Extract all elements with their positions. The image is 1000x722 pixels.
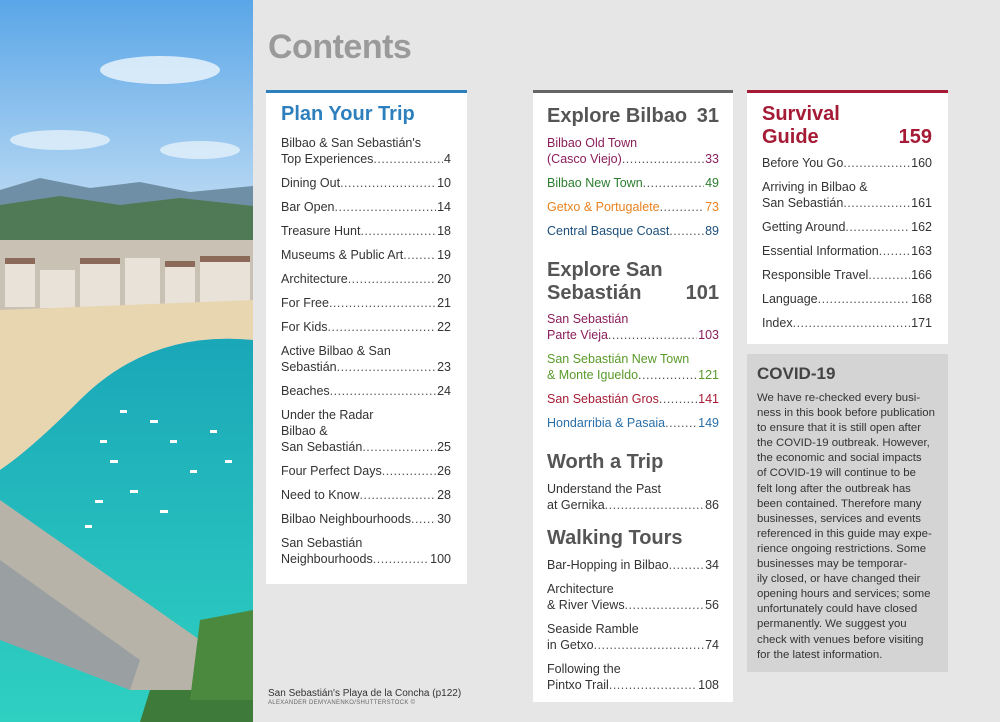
toc-leader-dots — [845, 219, 910, 235]
covid-text-line: opening hours and services; some — [757, 588, 931, 601]
toc-entry-label: Central Basque Coast — [547, 224, 670, 238]
toc-entry-label: Parte Vieja — [547, 328, 608, 342]
toc-entry[interactable] — [281, 223, 451, 239]
toc-entry-line: Understand the Past — [547, 482, 661, 496]
toc-entry[interactable] — [762, 243, 932, 259]
toc-entry[interactable] — [547, 621, 719, 653]
toc-entry-label: Hondarribia & Pasaia — [547, 416, 666, 430]
toc-page-number: 26 — [437, 464, 451, 478]
covid-text-line: check with venues before visiting — [757, 633, 924, 646]
toc-entry-line: Active Bilbao & San — [281, 344, 391, 358]
explore-card — [533, 90, 733, 702]
toc-page-number: 121 — [698, 368, 719, 382]
toc-entry-label: Architecture — [281, 272, 348, 286]
explore-ss-title-line2: Sebastián — [547, 282, 642, 304]
toc-page-number: 162 — [911, 220, 932, 234]
walking-tours-heading: Walking Tours — [547, 527, 683, 549]
toc-entry[interactable] — [547, 391, 719, 407]
toc-entry-label: Language — [762, 292, 818, 306]
toc-page-number: 25 — [437, 440, 451, 454]
toc-entry-label: For Kids — [281, 320, 328, 334]
toc-entry[interactable] — [547, 311, 719, 343]
toc-entry-label: Bar Open — [281, 200, 335, 214]
toc-leader-dots — [335, 199, 437, 215]
toc-leader-dots — [659, 391, 697, 407]
toc-entry[interactable] — [762, 315, 932, 331]
toc-entry[interactable] — [281, 343, 451, 375]
covid-text-line: rience ongoing restrictions. Some — [757, 542, 927, 555]
toc-entry[interactable] — [281, 487, 451, 503]
survival-entry-list — [762, 155, 932, 339]
survival-title-line2: Guide — [762, 126, 819, 148]
toc-entry[interactable] — [281, 199, 451, 215]
survival-guide-card — [747, 90, 948, 344]
toc-leader-dots — [625, 597, 705, 613]
toc-leader-dots — [360, 487, 437, 503]
toc-entry-label: in Getxo — [547, 638, 594, 652]
toc-page-number: 24 — [437, 384, 451, 398]
toc-entry-label: San Sebastián Gros — [547, 392, 659, 406]
toc-entry[interactable] — [547, 415, 719, 431]
explore-ss-page: 101 — [685, 282, 719, 304]
covid-text-line: felt long after the outbreak has — [757, 482, 911, 495]
covid-text-line: of COVID-19 will continue to be — [757, 467, 916, 480]
covid-text-line: the economic and social impacts — [757, 452, 922, 465]
toc-page-number: 89 — [705, 224, 719, 238]
toc-page-number: 49 — [705, 176, 719, 190]
toc-entry-label: Pintxo Trail — [547, 678, 609, 692]
toc-leader-dots — [665, 415, 697, 431]
toc-page-number: 166 — [911, 268, 932, 282]
toc-page-number: 56 — [705, 598, 719, 612]
toc-entry[interactable] — [547, 581, 719, 613]
toc-entry-line: San Sebastián New Town — [547, 352, 690, 366]
toc-entry-label: Neighbourhoods — [281, 552, 373, 566]
toc-page-number: 163 — [911, 244, 932, 258]
toc-entry-label: Beaches — [281, 384, 330, 398]
toc-entry-label: Bilbao New Town — [547, 176, 643, 190]
toc-entry[interactable] — [762, 179, 932, 211]
toc-page-number: 22 — [437, 320, 451, 334]
covid-box — [747, 354, 948, 672]
photo-caption: San Sebastián's Playa de la Concha (p122) — [268, 688, 462, 699]
toc-leader-dots — [337, 359, 436, 375]
toc-leader-dots — [605, 497, 704, 513]
toc-entry-label: Sebastián — [281, 360, 337, 374]
toc-page-number: 171 — [911, 316, 932, 330]
toc-entry[interactable] — [281, 463, 451, 479]
toc-entry-line: Bilbao Old Town — [547, 136, 638, 150]
toc-leader-dots — [360, 223, 436, 239]
toc-page-number: 86 — [705, 498, 719, 512]
toc-leader-dots — [608, 327, 697, 343]
toc-entry-label: Before You Go — [762, 156, 844, 170]
toc-entry[interactable] — [762, 155, 932, 171]
plan-entry-list — [281, 135, 451, 575]
covid-heading: COVID-19 — [757, 364, 836, 383]
toc-leader-dots — [609, 677, 697, 693]
toc-entry[interactable] — [281, 383, 451, 399]
toc-entry-label: Getting Around — [762, 220, 846, 234]
toc-entry[interactable] — [281, 295, 451, 311]
covid-text-line: permanently. We suggest you — [757, 618, 907, 631]
explore-bilbao-list — [547, 135, 719, 247]
toc-entry-label: Getxo & Portugalete — [547, 200, 660, 214]
toc-entry[interactable] — [547, 351, 719, 383]
toc-entry-label: Essential Information — [762, 244, 879, 258]
toc-leader-dots — [594, 637, 705, 653]
toc-entry[interactable] — [762, 267, 932, 283]
covid-text-line: unfortunately could have closed — [757, 603, 918, 616]
toc-page-number: 160 — [911, 156, 932, 170]
toc-page-number: 20 — [437, 272, 451, 286]
toc-page-number: 23 — [437, 360, 451, 374]
toc-entry[interactable] — [762, 219, 932, 235]
explore-ss-list — [547, 311, 719, 439]
explore-bilbao-page: 31 — [696, 105, 719, 127]
toc-page-number: 33 — [705, 152, 719, 166]
toc-entry[interactable] — [281, 511, 451, 527]
toc-entry[interactable] — [547, 135, 719, 167]
toc-leader-dots — [669, 223, 704, 239]
toc-page-number: 14 — [437, 200, 451, 214]
toc-leader-dots — [382, 463, 436, 479]
toc-leader-dots — [330, 383, 436, 399]
toc-entry-label: & River Views — [547, 598, 625, 612]
covid-text-line: businesses, services and events — [757, 512, 921, 525]
toc-entry-line: San Sebastián — [281, 536, 363, 550]
toc-leader-dots — [622, 151, 704, 167]
toc-entry-label: at Gernika — [547, 498, 605, 512]
toc-entry-line: Arriving in Bilbao & — [762, 180, 868, 194]
toc-entry-label: (Casco Viejo) — [547, 152, 622, 166]
toc-entry-label: Four Perfect Days — [281, 464, 382, 478]
toc-entry[interactable] — [547, 175, 719, 191]
toc-entry-label: Treasure Hunt — [281, 224, 361, 238]
toc-page-number: 100 — [430, 552, 451, 566]
toc-entry-line: Seaside Ramble — [547, 622, 639, 636]
beach-photo-illustration — [0, 0, 253, 722]
page-title: Contents — [268, 28, 412, 66]
covid-text-line: to ensure that it is still open after — [757, 422, 921, 435]
explore-ss-title-line1: Explore San — [547, 259, 663, 281]
toc-entry-label: Dining Out — [281, 176, 341, 190]
toc-entry[interactable] — [547, 661, 719, 693]
toc-page-number: 10 — [437, 176, 451, 190]
covid-text-line: ness in this book before publication — [757, 407, 935, 420]
toc-leader-dots — [329, 295, 436, 311]
toc-page-number: 149 — [698, 416, 719, 430]
toc-page-number: 141 — [698, 392, 719, 406]
explore-bilbao-title: Explore Bilbao — [547, 105, 688, 127]
toc-entry-label: Bilbao Neighbourhoods — [281, 512, 411, 526]
toc-entry[interactable] — [281, 271, 451, 287]
toc-page-number: 28 — [437, 488, 451, 502]
toc-entry[interactable] — [281, 535, 451, 567]
covid-text-line: businesses may be temporar- — [757, 558, 908, 571]
toc-entry-label: San Sebastián — [281, 440, 363, 454]
toc-leader-dots — [638, 367, 697, 383]
toc-entry[interactable] — [281, 319, 451, 335]
toc-page-number: 18 — [437, 224, 451, 238]
covid-text-line: for the latest information. — [757, 648, 883, 661]
covid-text-line: ily closed, or have changed their — [757, 573, 921, 586]
toc-entry[interactable] — [281, 175, 451, 191]
toc-entry-label: Responsible Travel — [762, 268, 869, 282]
explore-ss-heading — [547, 259, 719, 305]
toc-entry[interactable] — [281, 135, 451, 167]
toc-entry[interactable] — [281, 247, 451, 263]
toc-page-number: 21 — [437, 296, 451, 310]
covid-text-line: the COVID-19 outbreak. However, — [757, 437, 930, 450]
toc-page-number: 34 — [705, 558, 719, 572]
plan-your-trip-card — [266, 90, 467, 584]
toc-entry-label: & Monte Igueldo — [547, 368, 639, 382]
toc-entry-label: Top Experiences — [281, 152, 374, 166]
toc-entry-label: Index — [762, 316, 793, 330]
toc-entry[interactable] — [547, 481, 719, 513]
toc-entry-line: Bilbao & San Sebastián's — [281, 136, 421, 150]
toc-leader-dots — [643, 175, 704, 191]
toc-leader-dots — [818, 291, 911, 307]
covid-text — [757, 391, 938, 663]
toc-entry[interactable] — [547, 199, 719, 215]
toc-entry-line: Architecture — [547, 582, 614, 596]
toc-leader-dots — [793, 315, 911, 331]
worth-trip-list — [547, 481, 719, 521]
toc-leader-dots — [843, 195, 910, 211]
toc-entry-line: Following the — [547, 662, 621, 676]
toc-entry-label: Need to Know — [281, 488, 360, 502]
survival-title-line1: Survival — [762, 103, 840, 125]
cover-photo — [0, 0, 253, 722]
plan-heading: Plan Your Trip — [281, 103, 415, 125]
toc-leader-dots — [843, 155, 910, 171]
toc-leader-dots — [411, 511, 436, 527]
toc-entry-line: Bilbao & — [281, 424, 328, 438]
toc-entry[interactable] — [762, 291, 932, 307]
toc-leader-dots — [340, 175, 436, 191]
toc-leader-dots — [373, 551, 429, 567]
toc-page-number: 74 — [705, 638, 719, 652]
walking-tours-list — [547, 557, 719, 701]
toc-page-number: 168 — [911, 292, 932, 306]
toc-leader-dots — [660, 199, 705, 215]
survival-heading — [762, 103, 932, 149]
toc-entry-label: Bar-Hopping in Bilbao — [547, 558, 669, 572]
toc-page-number: 103 — [698, 328, 719, 342]
toc-page-number: 108 — [698, 678, 719, 692]
toc-entry[interactable] — [281, 407, 451, 455]
toc-leader-dots — [328, 319, 437, 335]
toc-leader-dots — [348, 271, 436, 287]
toc-page-number: 161 — [911, 196, 932, 210]
toc-leader-dots — [868, 267, 910, 283]
toc-leader-dots — [373, 151, 443, 167]
toc-entry[interactable] — [547, 223, 719, 239]
toc-leader-dots — [669, 557, 704, 573]
covid-text-line: We have re-checked every busi- — [757, 392, 921, 404]
covid-text-line: been contained. Therefore many — [757, 497, 922, 510]
toc-entry-label: Museums & Public Art — [281, 248, 404, 262]
toc-page-number: 30 — [437, 512, 451, 526]
toc-entry-line: Under the Radar — [281, 408, 374, 422]
worth-trip-heading: Worth a Trip — [547, 451, 664, 473]
toc-page-number: 73 — [705, 200, 719, 214]
toc-page-number: 19 — [437, 248, 451, 262]
toc-entry-label: For Free — [281, 296, 329, 310]
survival-page: 159 — [898, 126, 932, 148]
toc-leader-dots — [879, 243, 910, 259]
toc-entry-label: San Sebastián — [762, 196, 844, 210]
toc-page-number: 4 — [444, 152, 451, 166]
covid-text-line: referenced in this guide may expe- — [757, 527, 932, 540]
toc-entry-line: San Sebastián — [547, 312, 629, 326]
toc-leader-dots — [362, 439, 436, 455]
toc-leader-dots — [403, 247, 436, 263]
toc-entry[interactable] — [547, 557, 719, 573]
explore-bilbao-heading — [547, 105, 719, 128]
photo-credit: ALEXANDER DEMYANENKO/SHUTTERSTOCK © — [268, 700, 416, 706]
